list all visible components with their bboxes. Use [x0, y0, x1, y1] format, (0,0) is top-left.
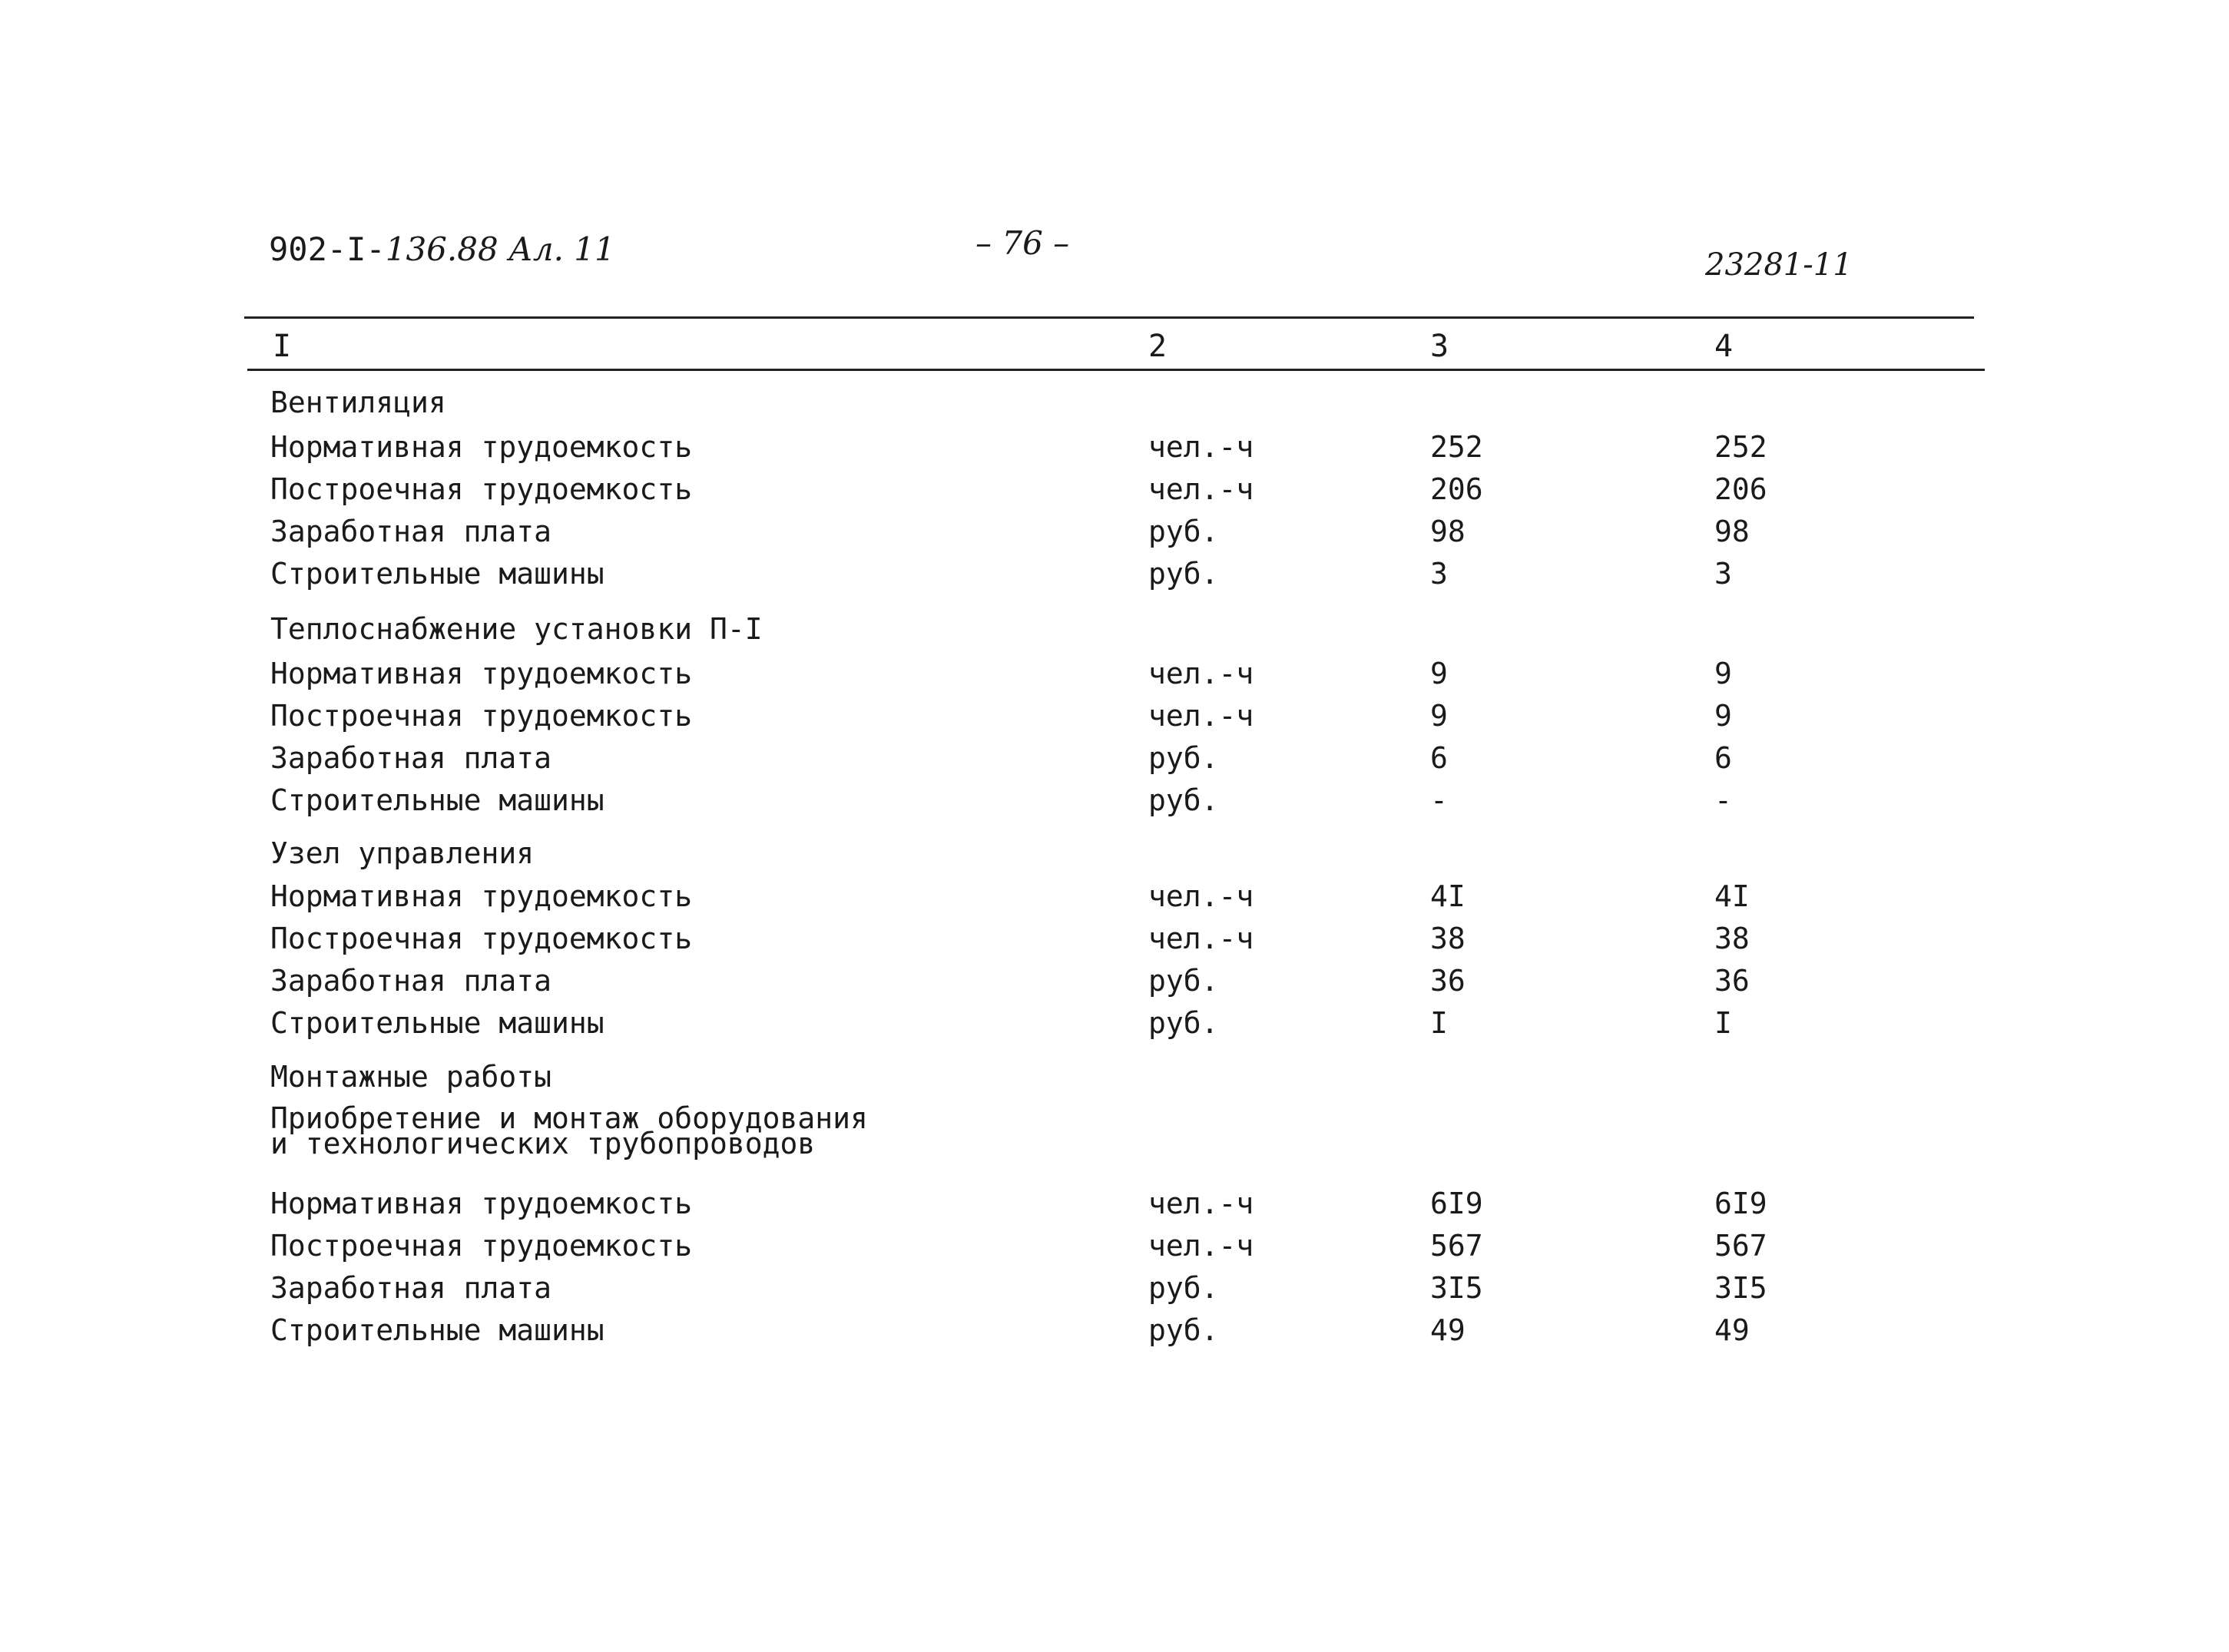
column-header-2: 2 — [1148, 329, 1167, 364]
row-label: Построечная трудоемкость — [270, 699, 693, 733]
row-label: Строительные машины — [270, 557, 604, 591]
table-row — [0, 553, 2229, 594]
row-value-col3: 6 — [1430, 741, 1448, 775]
column-header-3: 3 — [1430, 329, 1449, 364]
row-label: Заработная плата — [270, 1271, 552, 1305]
row-label: Построечная трудоемкость — [270, 472, 693, 506]
table-row — [0, 468, 2229, 510]
row-value-col3: 38 — [1430, 922, 1466, 955]
row-label: Строительные машины — [270, 783, 604, 817]
table-row — [0, 1267, 2229, 1309]
row-label: Нормативная трудоемкость — [270, 657, 693, 690]
document-code — [269, 230, 615, 268]
row-unit: руб. — [1148, 741, 1219, 775]
row-unit: руб. — [1148, 1313, 1219, 1347]
row-label: Построечная трудоемкость — [270, 1229, 693, 1263]
row-value-col4: 206 — [1714, 472, 1767, 506]
row-value-col4: 3 — [1714, 557, 1732, 591]
row-unit: руб. — [1148, 783, 1219, 817]
table-row — [0, 876, 2229, 917]
row-label: Построечная трудоемкость — [270, 922, 693, 955]
table-row — [0, 653, 2229, 694]
section-title: Теплоснабжение установки П-I — [270, 612, 763, 646]
page-number: – 76 – — [975, 224, 1070, 262]
row-unit: руб. — [1148, 557, 1219, 591]
section-title: Узел управления — [270, 836, 535, 870]
section-title: Монтажные работы — [270, 1060, 552, 1094]
table-row — [0, 1002, 2229, 1044]
row-value-col3: 49 — [1430, 1313, 1466, 1347]
section-title: Вентиляция — [270, 386, 446, 419]
row-label: Строительные машины — [270, 1006, 604, 1040]
table-row — [0, 426, 2229, 468]
row-unit: руб. — [1148, 515, 1219, 548]
row-value-col3: - — [1430, 783, 1448, 817]
row-value-col4: 36 — [1714, 964, 1750, 998]
row-label: Заработная плата — [270, 741, 552, 775]
row-value-col3: 98 — [1430, 515, 1466, 548]
section-subtitle-line: Приобретение и монтаж оборудования — [270, 1101, 868, 1135]
row-value-col4: 4I — [1714, 879, 1750, 913]
table-row — [0, 1183, 2229, 1224]
row-value-col3: 9 — [1430, 657, 1448, 690]
row-label: Нормативная трудоемкость — [270, 879, 693, 913]
row-value-col3: 252 — [1430, 430, 1483, 464]
row-unit: чел.-ч — [1148, 472, 1254, 506]
row-value-col4: I — [1714, 1006, 1732, 1040]
row-value-col4: 3I5 — [1714, 1271, 1767, 1305]
row-value-col4: 38 — [1714, 922, 1750, 955]
row-value-col3: 3I5 — [1430, 1271, 1483, 1305]
archive-number: 23281-11 — [1705, 247, 1853, 283]
row-unit: чел.-ч — [1148, 657, 1254, 690]
row-value-col3: 6I9 — [1430, 1187, 1483, 1220]
table-row — [0, 780, 2229, 821]
row-unit: чел.-ч — [1148, 922, 1254, 955]
row-unit: чел.-ч — [1148, 430, 1254, 464]
row-value-col4: 252 — [1714, 430, 1767, 464]
row-value-col4: 98 — [1714, 515, 1750, 548]
table-top-rule — [244, 316, 1974, 319]
row-unit: чел.-ч — [1148, 699, 1254, 733]
row-value-col3: 3 — [1430, 557, 1448, 591]
row-value-col3: I — [1430, 1006, 1448, 1040]
table-row — [0, 737, 2229, 779]
row-value-col4: 6I9 — [1714, 1187, 1767, 1220]
row-value-col4: 49 — [1714, 1313, 1750, 1347]
row-value-col3: 567 — [1430, 1229, 1483, 1263]
row-label: Заработная плата — [270, 964, 552, 998]
row-value-col3: 9 — [1430, 699, 1448, 733]
table-row — [0, 511, 2229, 552]
row-unit: чел.-ч — [1148, 879, 1254, 913]
row-unit: руб. — [1148, 1006, 1219, 1040]
table-row — [0, 1309, 2229, 1351]
row-value-col3: 206 — [1430, 472, 1483, 506]
row-unit: чел.-ч — [1148, 1187, 1254, 1220]
table-row — [0, 918, 2229, 959]
row-unit: чел.-ч — [1148, 1229, 1254, 1263]
row-label: Заработная плата — [270, 515, 552, 548]
row-label: Строительные машины — [270, 1313, 604, 1347]
row-value-col4: 9 — [1714, 699, 1732, 733]
document-code-printed: 902-I- — [269, 230, 386, 268]
row-value-col3: 36 — [1430, 964, 1466, 998]
document-code-handwritten: 136.88 Ал. 11 — [385, 230, 615, 268]
row-value-col4: 567 — [1714, 1229, 1767, 1263]
table-header-rule — [247, 369, 1985, 371]
section-subtitle-line: и технологических трубопроводов — [270, 1127, 816, 1160]
column-header-1: I — [273, 329, 292, 364]
row-value-col4: - — [1714, 783, 1732, 817]
row-value-col4: 9 — [1714, 657, 1732, 690]
table-row — [0, 1225, 2229, 1266]
row-value-col3: 4I — [1430, 879, 1466, 913]
table-row — [0, 960, 2229, 1001]
row-unit: руб. — [1148, 1271, 1219, 1305]
row-unit: руб. — [1148, 964, 1219, 998]
row-label: Нормативная трудоемкость — [270, 430, 693, 464]
row-label: Нормативная трудоемкость — [270, 1187, 693, 1220]
row-value-col4: 6 — [1714, 741, 1732, 775]
table-row — [0, 695, 2229, 737]
column-header-4: 4 — [1714, 329, 1734, 364]
